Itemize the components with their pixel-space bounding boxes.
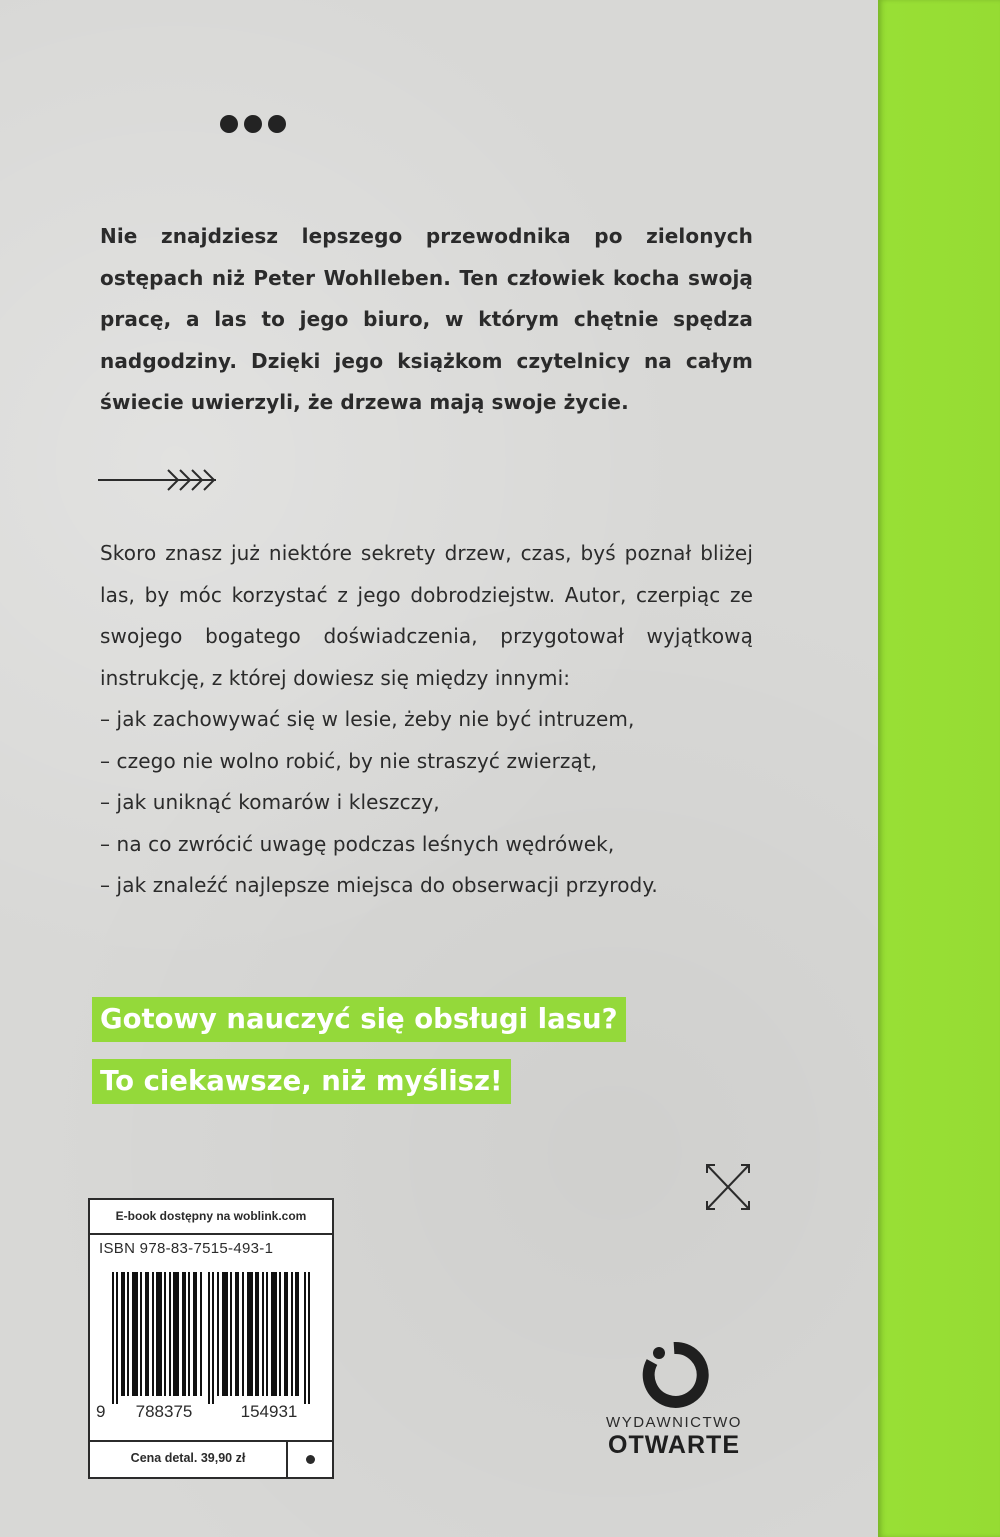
green-spine <box>878 0 1000 1537</box>
list-item: – czego nie wolno robić, by nie straszyć zwierząt, <box>100 748 598 773</box>
publisher-logo <box>584 1340 764 1459</box>
retail-price: Cena detal. 39,90 zł <box>90 1442 288 1477</box>
arrow-right-icon <box>98 466 228 494</box>
publisher-logo-icon <box>639 1340 709 1410</box>
three-dots-icon <box>220 115 286 133</box>
isbn-number: ISBN 978-83-7515-493-1 <box>99 1240 274 1257</box>
body-section <box>100 533 753 907</box>
tagline-answer: To ciekawsze, niż myślisz! <box>92 1059 511 1104</box>
publisher-label-big: OTWARTE <box>608 1431 740 1459</box>
tagline-question: Gotowy nauczyć się obsługi lasu? <box>92 997 626 1042</box>
list-item: – jak znaleźć najlepsze miejsca do obserwacji przyrody. <box>100 873 658 897</box>
price-row <box>90 1440 332 1477</box>
tips-list <box>100 699 753 907</box>
barcode-digit-first: 9 <box>96 1402 106 1421</box>
ebook-note: E-book dostępny na woblink.com <box>90 1200 332 1235</box>
barcode-box <box>88 1198 334 1479</box>
body-paragraph: Skoro znasz już niektóre sekrety drzew, czas, byś poznał bliżej las, by móc korzystać z jego dobrodziejstw. Autor, czerpiąc ze swojego bogatego doświadczenia, przygotował wyjątkową instrukcję, z której dowiesz się między innymi: <box>100 541 753 690</box>
barcode-digits <box>96 1402 326 1422</box>
cross-arrows-icon <box>703 1161 753 1213</box>
barcode-icon <box>112 1272 312 1404</box>
intro-paragraph: Nie znajdziesz lepszego przewodnika po zielonych ostępach niż Peter Wohlleben. Ten człowiek kocha swoją pracę, a las to jego biuro, w którym chętnie spędza nadgodziny. Dzięki jego książkom czytelnicy na całym świecie uwierzyli, że drzewa mają swoje życie. <box>100 224 753 414</box>
publisher-label-small: WYDAWNICTWO <box>606 1414 742 1431</box>
dot-icon <box>288 1442 332 1477</box>
barcode-digits-left: 788375 <box>135 1402 193 1421</box>
list-item: – jak zachowywać się w lesie, żeby nie być intruzem, <box>100 707 635 731</box>
barcode-digits-right: 154931 <box>240 1402 298 1421</box>
list-item: – jak uniknąć komarów i kleszczy, <box>100 790 440 814</box>
list-item: – na co zwrócić uwagę podczas leśnych wędrówek, <box>100 831 615 856</box>
